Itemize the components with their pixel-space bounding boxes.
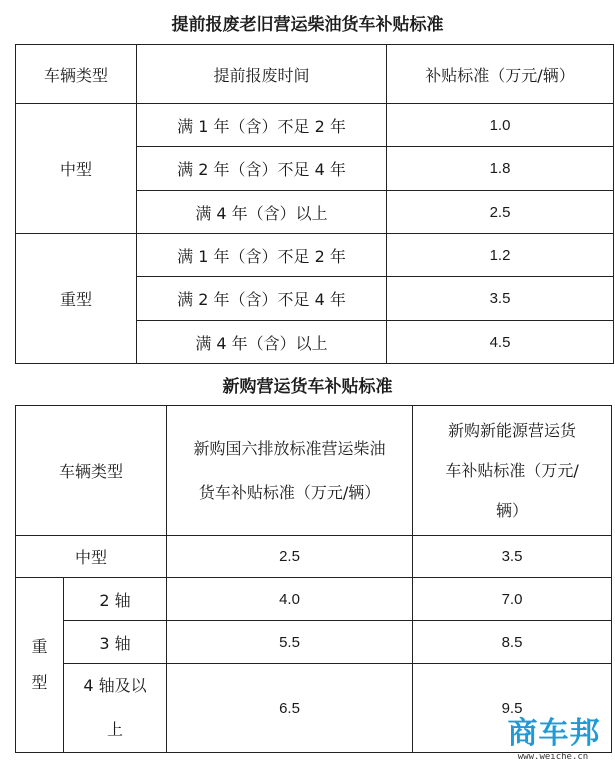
scrap-period: 满 4 年（含）以上: [137, 321, 387, 364]
heavy-char: 重: [31, 637, 48, 656]
header-diesel-subsidy: [167, 406, 413, 536]
scrap-period: 满 4 年（含）以上: [137, 191, 387, 234]
scrap-period: 满 1 年（含）不足 2 年: [137, 104, 387, 147]
table-row: [16, 621, 612, 664]
ev-value: 9.5: [413, 664, 612, 753]
axle-count: [64, 664, 167, 753]
table-row: [16, 536, 612, 578]
header-vehicle-type: 车辆类型: [16, 45, 137, 104]
logo-url: www.weiche.cn: [517, 752, 589, 762]
axle-line: 上: [107, 720, 124, 739]
table-row: [16, 104, 614, 147]
header-ev-line: 辆）: [496, 500, 529, 520]
subsidy-value: 2.5: [387, 191, 614, 234]
subsidy-value: 1.8: [387, 147, 614, 191]
scrap-period: 满 1 年（含）不足 2 年: [137, 234, 387, 277]
vehicle-type-heavy: [16, 578, 64, 753]
vehicle-type-heavy: 重型: [16, 234, 137, 364]
diesel-value: 2.5: [167, 536, 413, 578]
logo-text: 商车邦: [507, 716, 601, 751]
table-row: [16, 234, 614, 277]
header-ev-line: 车补贴标准（万元/: [445, 460, 579, 480]
subsidy-value: 1.0: [387, 104, 614, 147]
subsidy-value: 4.5: [387, 321, 614, 364]
header-scrap-time: 提前报废时间: [137, 45, 387, 104]
diesel-value: 6.5: [167, 664, 413, 753]
header-ev-line: 新购新能源营运货: [448, 420, 577, 440]
table1-header-row: [16, 45, 614, 104]
new-purchase-subsidy-table: [15, 405, 612, 753]
vehicle-type-medium: 中型: [16, 536, 167, 578]
table2-header-row: [16, 406, 612, 536]
axle-count: 2 轴: [64, 578, 167, 621]
diesel-value: 5.5: [167, 621, 413, 664]
ev-value: 8.5: [413, 621, 612, 664]
header-vehicle-type: 车辆类型: [16, 406, 167, 536]
scrap-period: 满 2 年（含）不足 4 年: [137, 147, 387, 191]
header-diesel-line: 新购国六排放标准营运柴油: [193, 438, 386, 458]
diesel-value: 4.0: [167, 578, 413, 621]
table-row: [16, 578, 612, 621]
axle-line: 4 轴及以: [83, 676, 147, 695]
scrap-period: 满 2 年（含）不足 4 年: [137, 277, 387, 321]
heavy-char: 型: [31, 673, 48, 692]
header-diesel-line: 货车补贴标准（万元/辆）: [198, 482, 381, 502]
scrappage-subsidy-table: [15, 44, 614, 364]
table1-title: 提前报废老旧营运柴油货车补贴标准: [171, 15, 444, 35]
header-ev-subsidy: [413, 406, 612, 536]
header-subsidy: 补贴标准（万元/辆）: [387, 45, 614, 104]
subsidy-value: 1.2: [387, 234, 614, 277]
table2-title: 新购营运货车补贴标准: [222, 377, 393, 397]
axle-count: 3 轴: [64, 621, 167, 664]
subsidy-value: 3.5: [387, 277, 614, 321]
ev-value: 7.0: [413, 578, 612, 621]
vehicle-type-medium: 中型: [16, 104, 137, 234]
ev-value: 3.5: [413, 536, 612, 578]
